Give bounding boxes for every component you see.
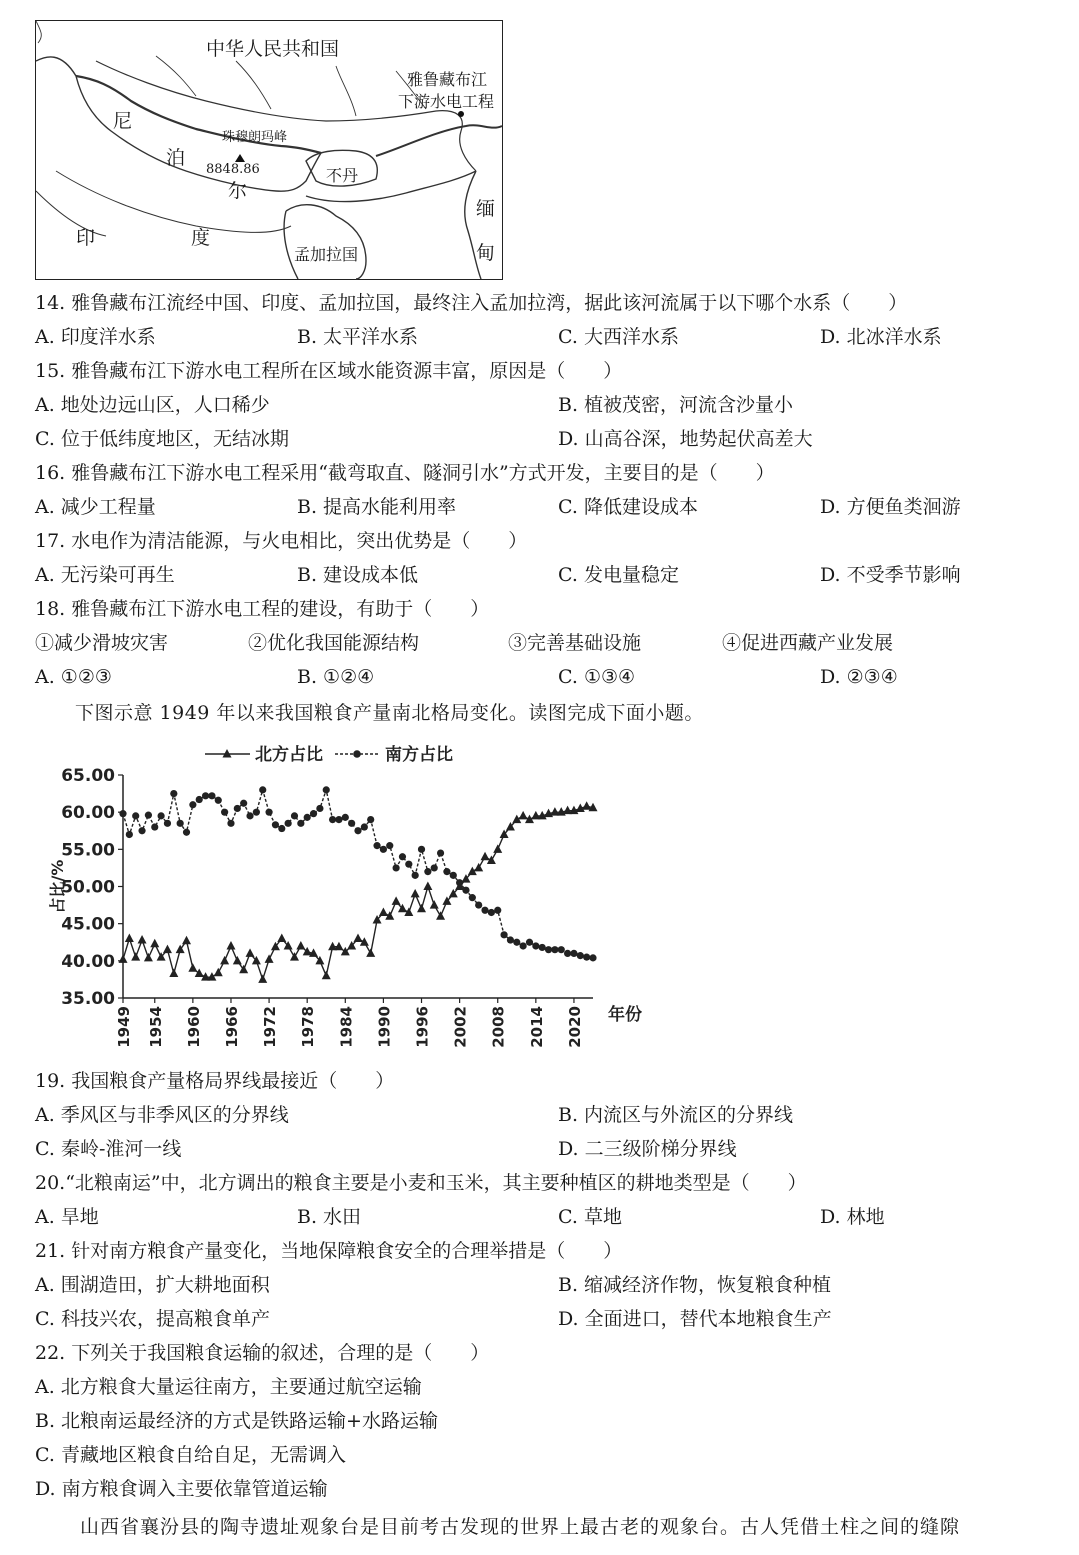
south-point	[577, 952, 584, 959]
south-point	[380, 846, 387, 853]
map-figure	[35, 20, 503, 280]
q18-item-4: ④促进西藏产业发展	[722, 632, 894, 654]
project-marker	[458, 111, 464, 117]
y-tick-label: 65.00	[61, 766, 115, 786]
label-bangladesh: 孟加拉国	[294, 245, 359, 264]
north-point	[188, 963, 197, 972]
label-bhutan: 不丹	[326, 166, 359, 185]
south-point	[132, 812, 139, 819]
south-point	[475, 901, 482, 908]
north-point	[493, 844, 502, 853]
south-point	[520, 942, 527, 949]
south-point	[323, 786, 330, 793]
y-tick-label: 60.00	[61, 803, 115, 824]
q20-option-c[interactable]: C. 草地	[558, 1206, 622, 1228]
south-point	[437, 849, 444, 856]
label-nepal-2: 泊	[166, 147, 186, 169]
south-point	[310, 810, 317, 817]
grain-chart	[35, 740, 642, 1060]
north-point	[214, 968, 223, 977]
y-tick-label: 55.00	[61, 840, 115, 861]
south-point	[450, 872, 457, 879]
q16-option-d[interactable]: D. 方便鱼类洄游	[820, 496, 961, 518]
q22-option-b[interactable]: B. 北粮南运最经济的方式是铁路运输+水路运输	[35, 1410, 438, 1432]
q17-option-c[interactable]: C. 发电量稳定	[558, 564, 679, 586]
north-point	[354, 934, 363, 943]
south-point	[183, 829, 190, 836]
q17-option-d[interactable]: D. 不受季节影响	[820, 564, 961, 586]
south-point	[462, 887, 469, 894]
south-point	[164, 820, 171, 827]
north-point	[265, 954, 274, 963]
south-point	[513, 939, 520, 946]
south-point	[259, 786, 266, 793]
south-point	[545, 946, 552, 953]
legend-south-label: 南方占比	[385, 745, 453, 765]
south-point	[481, 907, 488, 914]
south-point	[189, 801, 196, 808]
north-point	[277, 934, 286, 943]
north-point	[233, 956, 242, 965]
south-point	[418, 846, 425, 853]
north-point	[436, 911, 445, 920]
south-point	[285, 820, 292, 827]
south-point	[145, 812, 152, 819]
south-point	[354, 827, 361, 834]
y-tick-label: 40.00	[61, 951, 115, 972]
q22-option-d[interactable]: D. 南方粮食调入主要依靠管道运输	[35, 1478, 328, 1500]
q16-option-a[interactable]: A. 减少工程量	[35, 496, 156, 518]
x-tick-label: 1990	[375, 1006, 394, 1048]
label-nepal-3: 尔	[228, 180, 248, 202]
north-point	[125, 934, 134, 943]
label-china: 中华人民共和国	[206, 38, 340, 60]
south-point	[367, 816, 374, 823]
south-point	[335, 816, 342, 823]
south-point	[456, 879, 463, 886]
south-point	[412, 872, 419, 879]
south-point	[240, 800, 247, 807]
south-point	[304, 814, 311, 821]
y-axis-label: 占比/%	[48, 859, 67, 914]
south-point	[488, 909, 495, 916]
south-point	[348, 820, 355, 827]
x-axis-label: 年份	[608, 1005, 642, 1025]
south-point	[526, 939, 533, 946]
q21-option-b[interactable]: B. 缩减经济作物，恢复粮食种植	[558, 1274, 832, 1296]
north-point	[163, 945, 172, 954]
q19-option-a[interactable]: A. 季风区与非季风区的分界线	[35, 1104, 289, 1126]
south-point	[170, 790, 177, 797]
north-point	[411, 889, 420, 898]
north-point	[226, 941, 235, 950]
question-21: 21. 针对南方粮食产量变化，当地保障粮食安全的合理举措是（ ）	[35, 1240, 623, 1262]
north-point	[119, 954, 128, 963]
legend-north-label: 北方占比	[255, 745, 323, 765]
south-point	[208, 792, 215, 799]
south-point	[119, 810, 126, 817]
north-point	[519, 811, 528, 820]
question-22: 22. 下列关于我国粮食运输的叙述，合理的是（ ）	[35, 1342, 490, 1364]
x-tick-label: 1996	[413, 1006, 432, 1048]
south-point	[291, 812, 298, 819]
south-point	[196, 796, 203, 803]
q21-option-a[interactable]: A. 围湖造田，扩大耕地面积	[35, 1274, 270, 1296]
q19-option-b[interactable]: B. 内流区与外流区的分界线	[558, 1104, 794, 1126]
label-india-2: 度	[191, 227, 211, 249]
label-myanmar-1: 缅	[476, 198, 496, 220]
x-tick-label: 1972	[261, 1006, 280, 1048]
x-tick-label: 2002	[451, 1006, 470, 1048]
south-point	[551, 946, 558, 953]
north-point	[474, 863, 483, 872]
south-point	[316, 805, 323, 812]
south-point	[558, 946, 565, 953]
question-16: 16. 雅鲁藏布江下游水电工程采用“截弯取直、隧洞引水”方式开发，主要目的是（ ）	[35, 462, 775, 484]
label-elevation: 8848.86	[206, 162, 260, 177]
chart-intro: 下图示意 1949 年以来我国粮食产量南北格局变化。读图完成下面小题。	[75, 702, 704, 724]
south-point	[570, 950, 577, 957]
q15-option-c[interactable]: C. 位于低纬度地区，无结冰期	[35, 428, 289, 450]
q16-option-b[interactable]: B. 提高水能利用率	[297, 496, 457, 518]
south-point	[431, 864, 438, 871]
q21-option-c[interactable]: C. 科技兴农，提高粮食单产	[35, 1308, 270, 1330]
south-point	[215, 797, 222, 804]
south-point	[177, 820, 184, 827]
south-point	[399, 853, 406, 860]
north-point	[246, 948, 255, 957]
q14-option-b[interactable]: B. 太平洋水系	[297, 326, 419, 348]
north-point	[207, 972, 216, 981]
peak-marker	[235, 154, 245, 162]
q18-item-3: ③完善基础设施	[508, 632, 642, 654]
north-point	[150, 939, 159, 948]
south-point	[265, 809, 272, 816]
question-15: 15. 雅鲁藏布江下游水电工程所在区域水能资源丰富，原因是（ ）	[35, 360, 623, 382]
q14-option-c[interactable]: C. 大西洋水系	[558, 326, 679, 348]
q20-option-b[interactable]: B. 水田	[297, 1206, 362, 1228]
q19-option-c[interactable]: C. 秦岭-淮河一线	[35, 1138, 182, 1160]
y-tick-label: 45.00	[61, 914, 115, 935]
chart-svg	[35, 740, 642, 1060]
south-point	[507, 936, 514, 943]
question-14: 14. 雅鲁藏布江流经中国、印度、孟加拉国，最终注入孟加拉湾，据此该河流属于以下哪个水系（ ）	[35, 292, 908, 314]
x-tick-label: 2014	[527, 1006, 546, 1048]
north-point	[582, 801, 591, 810]
north-point	[138, 935, 147, 944]
south-point	[278, 825, 285, 832]
south-point	[443, 868, 450, 875]
north-point	[322, 971, 331, 980]
label-project-2: 下游水电工程	[398, 92, 495, 111]
q14-option-d[interactable]: D. 北冰洋水系	[820, 326, 942, 348]
south-point	[138, 827, 145, 834]
south-point	[589, 954, 596, 961]
north-point	[417, 904, 426, 913]
q22-option-c[interactable]: C. 青藏地区粮食自给自足，无需调入	[35, 1444, 346, 1466]
x-tick-label: 1949	[115, 1006, 133, 1048]
north-point	[423, 882, 432, 891]
north-point	[258, 974, 267, 983]
south-point	[583, 954, 590, 961]
q14-option-a[interactable]: A. 印度洋水系	[35, 326, 156, 348]
south-point	[532, 942, 539, 949]
q15-option-b[interactable]: B. 植被茂密，河流含沙量小	[558, 394, 794, 416]
south-point	[221, 809, 228, 816]
north-point	[334, 942, 343, 951]
north-point	[169, 968, 178, 977]
x-tick-label: 1966	[222, 1006, 241, 1048]
question-18: 18. 雅鲁藏布江下游水电工程的建设，有助于（ ）	[35, 598, 490, 620]
q18-item-1: ①减少滑坡灾害	[35, 632, 169, 654]
question-19: 19. 我国粮食产量格局界线最接近（ ）	[35, 1070, 395, 1092]
north-point	[392, 896, 401, 905]
q17-option-b[interactable]: B. 建设成本低	[297, 564, 419, 586]
north-point	[182, 936, 191, 945]
south-point	[500, 931, 507, 938]
north-point	[220, 956, 229, 965]
q17-option-a[interactable]: A. 无污染可再生	[35, 564, 175, 586]
label-india-1: 印	[76, 227, 96, 249]
q18-option-d[interactable]: D. ②③④	[820, 666, 898, 688]
south-point	[234, 805, 241, 812]
north-point	[144, 953, 153, 962]
north-point	[296, 941, 305, 950]
south-point	[424, 868, 431, 875]
south-point	[151, 823, 158, 830]
south-point	[361, 823, 368, 830]
south-point	[158, 812, 165, 819]
label-myanmar-2: 甸	[476, 242, 496, 264]
north-point	[481, 852, 490, 861]
south-point	[469, 894, 476, 901]
south-point	[386, 842, 393, 849]
q15-option-a[interactable]: A. 地处边远山区，人口稀少	[35, 394, 270, 416]
y-tick-label: 35.00	[61, 989, 115, 1009]
x-tick-label: 2008	[489, 1006, 508, 1048]
x-tick-label: 1984	[337, 1006, 356, 1048]
south-point	[227, 820, 234, 827]
south-point	[564, 950, 571, 957]
south-point	[126, 831, 133, 838]
south-point	[539, 944, 546, 951]
south-point	[393, 864, 400, 871]
q15-option-d[interactable]: D. 山高谷深，地势起伏高差大	[558, 428, 813, 450]
label-project-1: 雅鲁藏布江	[407, 70, 488, 89]
south-point	[272, 821, 279, 828]
north-point	[379, 908, 388, 917]
label-nepal-1: 尼	[113, 110, 133, 132]
south-point	[329, 816, 336, 823]
north-point	[131, 952, 140, 961]
south-point	[253, 809, 260, 816]
q20-option-d[interactable]: D. 林地	[820, 1206, 885, 1228]
question-17: 17. 水电作为清洁能源，与火电相比，突出优势是（ ）	[35, 530, 528, 552]
north-point	[366, 948, 375, 957]
x-tick-label: 1954	[146, 1006, 165, 1048]
x-tick-label: 2020	[565, 1006, 584, 1048]
south-point	[494, 907, 501, 914]
north-point	[430, 900, 439, 909]
north-point	[290, 952, 299, 961]
south-point	[202, 792, 209, 799]
q16-option-c[interactable]: C. 降低建设成本	[558, 496, 698, 518]
q18-option-b[interactable]: B. ①②④	[297, 666, 375, 688]
q21-option-d[interactable]: D. 全面进口，替代本地粮食生产	[558, 1308, 832, 1330]
footer-text: 山西省襄汾县的陶寺遗址观象台是目前考古发现的世界上最古老的观象台。古人凭借土柱之间的缝隙	[80, 1516, 961, 1538]
x-tick-label: 1978	[299, 1006, 318, 1048]
q18-option-c[interactable]: C. ①③④	[558, 666, 636, 688]
south-point	[246, 812, 253, 819]
q18-option-a[interactable]: A. ①②③	[35, 666, 112, 688]
q19-option-d[interactable]: D. 二三级阶梯分界线	[558, 1138, 737, 1160]
south-point	[373, 842, 380, 849]
x-tick-label: 1960	[184, 1006, 203, 1048]
question-20: 20.“北粮南运”中，北方调出的粮食主要是小麦和玉米，其主要种植区的耕地类型是（ ）	[35, 1172, 807, 1194]
y-tick-label: 50.00	[61, 877, 115, 898]
q20-option-a[interactable]: A. 旱地	[35, 1206, 99, 1228]
south-point	[297, 820, 304, 827]
q22-option-a[interactable]: A. 北方粮食大量运往南方，主要通过航空运输	[35, 1376, 422, 1398]
label-peak: 珠穆朗玛峰	[222, 130, 288, 145]
south-point	[405, 861, 412, 868]
south-point	[342, 814, 349, 821]
q18-item-2: ②优化我国能源结构	[248, 632, 420, 654]
legend-south-marker	[353, 750, 361, 758]
